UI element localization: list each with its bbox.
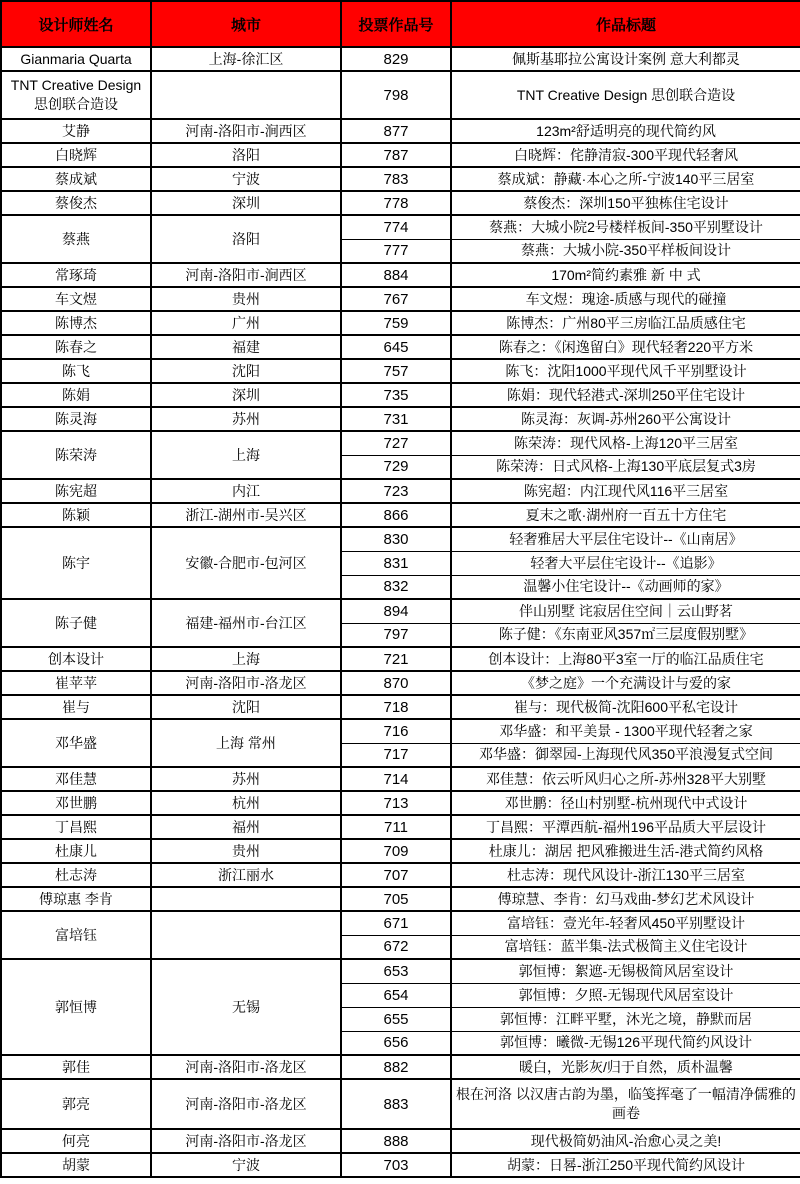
designer-name: 陈荣涛 [55,446,97,463]
table-row [1,527,800,551]
city-cell: 浙江-湖州市-吴兴区 [151,503,341,527]
vote-number-cell: 866 [341,503,451,527]
city-cell [151,911,341,959]
vote-number-cell: 877 [341,119,451,143]
city-cell: 深圳 [151,383,341,407]
vote-number-cell: 767 [341,287,451,311]
city-cell: 浙江丽水 [151,863,341,887]
designer-name: 蔡成斌 [55,170,97,187]
work-title-cell: 傅琼慧、李肯：幻马戏曲-梦幻艺术风设计 [451,887,800,911]
designer-name: 崔苹苹 [55,674,97,691]
designer-cell [1,815,151,839]
city-cell: 杭州 [151,791,341,815]
designer-name: 胡蒙 [62,1156,90,1173]
work-title-cell: 蔡燕：大城小院2号楼样板间-350平别墅设计 [451,215,800,239]
designer-cell [1,1129,151,1153]
designer-cell [1,407,151,431]
designer-cell [1,647,151,671]
work-title-cell: 蔡成斌：静藏·本心之所-宁波140平三居室 [451,167,800,191]
vote-number-cell: 645 [341,335,451,359]
vote-number-cell: 870 [341,671,451,695]
work-title-cell: 陈飞：沈阳1000平现代风千平别墅设计 [451,359,800,383]
designer-cell [1,119,151,143]
table-row [1,911,800,935]
vote-number-cell: 655 [341,1007,451,1031]
designer-name: 艾静 [62,122,90,139]
work-title-cell: 现代极简奶油风-治愈心灵之美! [451,1129,800,1153]
designer-cell [1,287,151,311]
designer-cell [1,1153,151,1177]
designer-name: 郭亮 [62,1095,90,1112]
designer-name: 陈春之 [55,338,97,355]
table-row [1,215,800,239]
designer-name: 陈宪超 [55,482,97,499]
header-cell-designer: 设计师姓名 [1,1,151,47]
city-cell: 河南-洛阳市-洛龙区 [151,1079,341,1129]
work-title-cell: TNT Creative Design 思创联合造设 [451,71,800,119]
work-title-cell: 陈灵海：灰调-苏州260平公寓设计 [451,407,800,431]
designer-name: 崔与 [62,698,90,715]
vote-number-cell: 797 [341,623,451,647]
city-cell: 河南-洛阳市-涧西区 [151,119,341,143]
table-row [1,71,800,119]
header-cell-city: 城市 [151,1,341,47]
designer-name: 车文煜 [55,290,97,307]
city-cell: 洛阳 [151,215,341,263]
work-title-cell: 丁昌熙：平潭西航-福州196平品质大平层设计 [451,815,800,839]
table-row [1,1079,800,1129]
designer-name: 陈飞 [62,362,90,379]
table-row [1,671,800,695]
work-title-cell: 《梦之庭》一个充满设计与爱的家 [451,671,800,695]
city-cell: 沈阳 [151,695,341,719]
designer-cell [1,335,151,359]
designer-cell [1,671,151,695]
work-title-cell: 温馨小住宅设计--《动画师的家》 [451,575,800,599]
table-row [1,839,800,863]
work-title-cell: 郭恒博：絮遮-无锡极简风居室设计 [451,959,800,983]
vote-number-cell: 727 [341,431,451,455]
header-cell-title: 作品标题 [451,1,800,47]
city-cell: 宁波 [151,167,341,191]
table-row [1,1153,800,1177]
table-row [1,791,800,815]
city-cell: 河南-洛阳市-涧西区 [151,263,341,287]
work-title-cell: 蔡燕：大城小院-350平样板间设计 [451,239,800,263]
city-cell: 无锡 [151,959,341,1055]
table-row [1,599,800,623]
designer-name: 陈宇 [62,554,90,571]
vote-number-cell: 723 [341,479,451,503]
city-cell [151,887,341,911]
work-title-cell: 郭恒博：江畔平墅，沐光之境，静默而居 [451,1007,800,1031]
vote-number-cell: 888 [341,1129,451,1153]
vote-number-cell: 883 [341,1079,451,1129]
table-row [1,143,800,167]
designer-name: Gianmaria Quarta [20,50,132,67]
vote-number-cell: 759 [341,311,451,335]
designer-name: 傅琼惠 李肯 [39,890,113,907]
table-row [1,719,800,743]
designer-name: 蔡燕 [62,230,90,247]
vote-number-cell: 832 [341,575,451,599]
designer-cell [1,215,151,263]
vote-number-cell: 757 [341,359,451,383]
designer-name: 杜志涛 [55,866,97,883]
designer-cell [1,911,151,959]
table-row [1,263,800,287]
city-cell: 安徽-合肥市-包河区 [151,527,341,599]
vote-number-cell: 714 [341,767,451,791]
vote-number-cell: 894 [341,599,451,623]
designer-name: 陈博杰 [55,314,97,331]
work-title-cell: 陈荣涛：现代风格-上海120平三居室 [451,431,800,455]
designer-name: 创本设计 [48,650,104,667]
city-cell: 贵州 [151,287,341,311]
designer-name: 陈子健 [55,614,97,631]
city-cell: 河南-洛阳市-洛龙区 [151,671,341,695]
vote-number-cell: 783 [341,167,451,191]
header-cell-vote-no: 投票作品号 [341,1,451,47]
work-title-cell: 伴山别墅 诧寂居住空间｜云山野茗 [451,599,800,623]
designer-name: 邓华盛 [55,734,97,751]
vote-number-cell: 671 [341,911,451,935]
table-row [1,359,800,383]
city-cell: 苏州 [151,407,341,431]
city-cell: 上海 [151,431,341,479]
work-title-cell: 车文煜：瑰途-质感与现代的碰撞 [451,287,800,311]
city-cell [151,71,341,119]
work-title-cell: 陈子健：《东南亚风357㎡三层度假别墅》 [451,623,800,647]
work-title-cell: 陈春之：《闲逸留白》现代轻奢220平方米 [451,335,800,359]
table-row [1,1129,800,1153]
designer-name: 常琢琦 [55,266,97,283]
vote-number-cell: 777 [341,239,451,263]
city-cell: 贵州 [151,839,341,863]
designer-name: 邓世鹏 [55,794,97,811]
designer-cell [1,359,151,383]
designer-name: 何亮 [62,1132,90,1149]
city-cell: 广州 [151,311,341,335]
work-title-cell: 陈博杰：广州80平三房临江品质感住宅 [451,311,800,335]
designer-cell [1,791,151,815]
designer-name: 陈颖 [62,506,90,523]
city-cell: 深圳 [151,191,341,215]
designer-name: 杜康儿 [55,842,97,859]
designer-cell [1,959,151,1055]
work-title-cell: 根在河洛 以汉唐古韵为墨，临笺挥毫了一幅清净儒雅的画卷 [451,1079,800,1129]
designer-cell [1,695,151,719]
city-cell: 沈阳 [151,359,341,383]
designer-cell [1,71,151,119]
city-cell: 上海 常州 [151,719,341,767]
designer-cell [1,479,151,503]
table-row [1,647,800,671]
work-title-cell: 胡蒙：日晷-浙江250平现代简约风设计 [451,1153,800,1177]
vote-number-cell: 829 [341,47,451,71]
designer-cell [1,599,151,647]
table-row [1,167,800,191]
vote-number-cell: 707 [341,863,451,887]
vote-number-cell: 831 [341,551,451,575]
vote-number-cell: 735 [341,383,451,407]
vote-number-cell: 830 [341,527,451,551]
designer-cell [1,1079,151,1129]
vote-number-cell: 884 [341,263,451,287]
table-row [1,863,800,887]
table-row [1,191,800,215]
vote-number-cell: 717 [341,743,451,767]
table-row [1,959,800,983]
work-title-cell: 轻奢雅居大平层住宅设计--《山南居》 [451,527,800,551]
table-row [1,503,800,527]
table-row [1,383,800,407]
vote-number-cell: 716 [341,719,451,743]
work-title-cell: 夏末之歌·湖州府一百五十方住宅 [451,503,800,527]
work-title-cell: 123m²舒适明亮的现代简约风 [451,119,800,143]
vote-number-cell: 774 [341,215,451,239]
table-row [1,335,800,359]
table-row [1,767,800,791]
designer-name: 郭恒博 [55,998,97,1015]
work-title-cell: 邓华盛：御翠园-上海现代风350平浪漫复式空间 [451,743,800,767]
work-title-cell: 杜志涛：现代风设计-浙江130平三居室 [451,863,800,887]
city-cell: 苏州 [151,767,341,791]
table-row [1,431,800,455]
city-cell: 上海-徐汇区 [151,47,341,71]
table-row [1,815,800,839]
vote-number-cell: 709 [341,839,451,863]
designer-name: 富培钰 [55,926,97,943]
vote-number-cell: 711 [341,815,451,839]
work-title-cell: 富培钰：壹光年-轻奢风450平别墅设计 [451,911,800,935]
designer-cell [1,311,151,335]
work-title-cell: 170m²简约素雅 新 中 式 [451,263,800,287]
work-title-cell: 白晓辉：侘静清寂-300平现代轻奢风 [451,143,800,167]
table-row [1,1055,800,1079]
designer-cell [1,191,151,215]
table-row [1,119,800,143]
vote-number-cell: 787 [341,143,451,167]
city-cell: 河南-洛阳市-洛龙区 [151,1129,341,1153]
city-cell: 宁波 [151,1153,341,1177]
city-cell: 内江 [151,479,341,503]
designer-cell [1,263,151,287]
work-title-cell: 蔡俊杰：深圳150平独栋住宅设计 [451,191,800,215]
city-cell: 上海 [151,647,341,671]
designer-name: 蔡俊杰 [55,194,97,211]
designer-cell [1,527,151,599]
work-title-cell: 邓佳慧：依云听风归心之所-苏州328平大别墅 [451,767,800,791]
vote-number-cell: 778 [341,191,451,215]
designer-cell [1,503,151,527]
work-title-cell: 佩斯基耶拉公寓设计案例 意大利都灵 [451,47,800,71]
work-title-cell: 杜康儿：湖居 把风雅搬进生活-港式简约风格 [451,839,800,863]
designer-cell [1,143,151,167]
work-title-cell: 郭恒博：曦微-无锡126平现代简约风设计 [451,1031,800,1055]
designer-cell [1,887,151,911]
vote-number-cell: 705 [341,887,451,911]
work-title-cell: 陈荣涛：日式风格-上海130平底层复式3房 [451,455,800,479]
work-title-cell: 邓世鹏：径山村别墅-杭州现代中式设计 [451,791,800,815]
designer-name: 邓佳慧 [55,770,97,787]
table-row [1,47,800,71]
vote-number-cell: 703 [341,1153,451,1177]
designer-name: TNT Creative Design思创联合造设 [10,77,142,112]
work-title-cell: 陈宪超：内江现代风116平三居室 [451,479,800,503]
designer-cell [1,767,151,791]
header-row [1,1,800,47]
city-cell: 洛阳 [151,143,341,167]
table-row [1,287,800,311]
designer-name: 白晓辉 [55,146,97,163]
work-title-cell: 暖白，光影灰/归于自然，质朴温馨 [451,1055,800,1079]
vote-number-cell: 729 [341,455,451,479]
vote-number-cell: 713 [341,791,451,815]
vote-number-cell: 882 [341,1055,451,1079]
vote-number-cell: 731 [341,407,451,431]
designer-cell [1,719,151,767]
table-row [1,479,800,503]
work-title-cell: 创本设计：上海80平3室一厅的临江品质住宅 [451,647,800,671]
city-cell: 福建-福州市-台江区 [151,599,341,647]
table-body [1,47,800,1177]
city-cell: 河南-洛阳市-洛龙区 [151,1055,341,1079]
vote-number-cell: 798 [341,71,451,119]
designer-cell [1,383,151,407]
vote-number-cell: 654 [341,983,451,1007]
designer-cell [1,1055,151,1079]
vote-number-cell: 721 [341,647,451,671]
vote-number-cell: 656 [341,1031,451,1055]
designer-cell [1,47,151,71]
table-row [1,695,800,719]
table-row [1,887,800,911]
table-row [1,311,800,335]
designer-name: 郭佳 [62,1058,90,1075]
designer-name: 陈娟 [62,386,90,403]
city-cell: 福州 [151,815,341,839]
work-title-cell: 崔与：现代极简-沈阳600平私宅设计 [451,695,800,719]
table-row [1,407,800,431]
designer-name: 陈灵海 [55,410,97,427]
work-title-cell: 邓华盛：和平美景 - 1300平现代轻奢之家 [451,719,800,743]
vote-number-cell: 672 [341,935,451,959]
designer-name: 丁昌熙 [55,818,97,835]
work-title-cell: 陈娟：现代轻港式-深圳250平住宅设计 [451,383,800,407]
designer-cell [1,839,151,863]
work-title-cell: 郭恒博：夕照-无锡现代风居室设计 [451,983,800,1007]
designer-cell [1,167,151,191]
vote-number-cell: 718 [341,695,451,719]
work-title-cell: 轻奢大平层住宅设计--《追影》 [451,551,800,575]
designer-cell [1,863,151,887]
designer-cell [1,431,151,479]
work-title-cell: 富培钰：蓝半集-法式极简主义住宅设计 [451,935,800,959]
vote-number-cell: 653 [341,959,451,983]
city-cell: 福建 [151,335,341,359]
